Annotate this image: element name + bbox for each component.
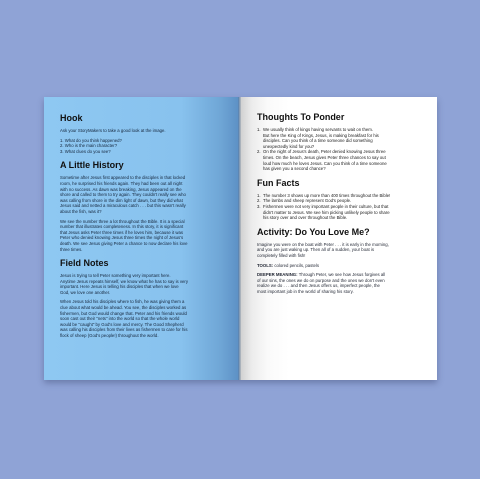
list-item xyxy=(257,149,425,171)
text-line: Peter who denied knowing Jesus three times the night of Jesus's xyxy=(60,235,184,241)
text-line: Jesus said and netted a miraculous catch . . . but this wasn't really xyxy=(60,203,186,209)
ponder-heading: Thoughts To Ponder xyxy=(257,112,345,122)
history-paragraph-1 xyxy=(60,175,230,214)
history-paragraph-2 xyxy=(60,219,230,253)
text-line: On the night of Jesus's death, Peter denied knowing Jesus three xyxy=(263,149,386,155)
text-line: room, he surprised his friends again. They had been out all night xyxy=(60,180,183,186)
item-number: 2. xyxy=(257,149,261,155)
text-line: realize we do . . . and then Jesus offers us, imperfect people, the xyxy=(257,283,380,289)
field-notes-heading: Field Notes xyxy=(60,258,109,269)
hook-question: 2. Who is the main character? xyxy=(60,143,118,149)
text-line: about the fish, was it? xyxy=(60,208,102,214)
text-line: Imagine you were on the boat with Peter . . . it is early in the morning, xyxy=(257,241,389,247)
item-number: 2. xyxy=(257,198,261,204)
text-line: fishermen, but God would change that. Peter and his friends would xyxy=(60,310,187,316)
text-line: his story over and over throughout the Bible. xyxy=(263,215,348,221)
text-line: loud how much he loves Jesus. Can you think of a time someone xyxy=(263,160,387,166)
text-line: death. We see Jesus giving Peter a chance to now declare his love xyxy=(60,240,188,246)
tools-label: TOOLS: xyxy=(257,262,274,268)
text-line: was calling his disciples from their lives as fishermen to care for his xyxy=(60,327,188,333)
fun-facts-heading: Fun Facts xyxy=(257,177,300,188)
item-number: 1. xyxy=(257,127,261,132)
text-line: completely filled with fish! xyxy=(257,252,306,258)
left-page xyxy=(44,97,240,380)
text-line: unexpectedly kind for you? xyxy=(263,143,315,149)
text-line: Jesus is trying to tell Peter something very important here. xyxy=(60,273,171,279)
right-page xyxy=(240,97,437,380)
text-line: flock of sheep (God's people!) throughout the world. xyxy=(60,333,159,339)
text-line: soon cast out their "nets" into the world so that the whole world xyxy=(60,316,180,322)
text-line: Fishermen were not very important people in their culture, but that xyxy=(263,203,389,209)
history-heading: A Little History xyxy=(60,160,124,171)
text-line: shore and called to them to try again. They couldn't really see who xyxy=(60,192,186,198)
text-line: that Jesus asks Peter three times if he loves him, because it was xyxy=(60,229,183,235)
deeper-meaning-label: DEEPER MEANING: xyxy=(257,272,298,278)
text-line: of our sins, the ones we do on purpose and the ones we don't even xyxy=(257,277,385,283)
open-booklet xyxy=(44,97,437,380)
text-line: with no success. As dawn was breaking, Jesus appeared on the xyxy=(60,186,182,192)
text-line: When Jesus told his disciples where to fish, he was giving them a xyxy=(60,299,185,305)
text-line: disciples. Can you think of a time someone did something xyxy=(263,138,373,144)
text-line: important. Here Jesus is telling his disciples that when we love xyxy=(60,284,179,290)
text-line: most important job in the world of sharing his story. xyxy=(257,288,354,294)
hook-intro: Ask your StoryMakers to take a good look at the image. xyxy=(60,128,166,133)
text-line: The lambs and sheep represent God's people. xyxy=(263,198,352,204)
hook-question: 1. What do you think happened? xyxy=(60,137,122,143)
text-line: would be "caught" by God's love and mercy. The Good Shepherd xyxy=(60,321,184,327)
ponder-list xyxy=(257,127,425,172)
fun-facts-list xyxy=(257,193,425,221)
deeper-meaning-text: Through Peter, we see how Jesus forgives all xyxy=(297,272,386,278)
text-line: God, we love one another. xyxy=(60,289,111,295)
hook-heading: Hook xyxy=(60,113,83,123)
text-line: three times. xyxy=(60,246,83,252)
field-notes-paragraph-2 xyxy=(60,299,230,338)
list-item xyxy=(257,204,425,221)
text-line: But here the King of Kings, Jesus, is making breakfast for his xyxy=(263,132,379,138)
text-line: number that illustrates completeness. In this story, it is significant xyxy=(60,224,184,230)
text-line: times. On the beach, Jesus gives Peter three chances to say out xyxy=(263,154,386,160)
text-line: has given you a second chance? xyxy=(263,166,326,172)
field-notes-paragraph-1 xyxy=(60,273,230,295)
activity-heading: Activity: Do You Love Me? xyxy=(257,226,370,237)
activity-paragraph xyxy=(257,242,425,259)
text-line: was calling from shore in the dim light of dawn, but they did what xyxy=(60,197,183,203)
list-item xyxy=(257,127,425,149)
text-line: didn't matter to Jesus. We see him picking unlikely people to share xyxy=(263,209,390,215)
text-line: Sometime after Jesus first appeared to the disciples in that locked xyxy=(60,175,186,181)
item-number: 3. xyxy=(257,203,261,209)
deeper-meaning-paragraph xyxy=(257,272,425,294)
text-line: and you are just waking up. Then all of a sudden, your boat is xyxy=(257,247,374,253)
text-line: Anytime Jesus repeats himself, we know what he has to say is very xyxy=(60,278,189,284)
text-line: clue about what would be ahead. You see, the disciples worked as xyxy=(60,305,187,311)
item-text xyxy=(263,127,379,149)
text-line: The number 3 shows up more than 400 times throughout the Bible! xyxy=(263,192,391,198)
book-spine xyxy=(238,97,241,380)
hook-question: 3. What clues do you see? xyxy=(60,148,111,154)
item-text xyxy=(263,204,390,221)
text-line: We usually think of kings having servants to wait on them. xyxy=(263,127,374,132)
tools-text: colored pencils, pastels xyxy=(273,262,320,268)
item-text xyxy=(263,149,387,171)
text-line: We see the number three a lot throughout the Bible. It is a special xyxy=(60,218,185,224)
item-number: 1. xyxy=(257,192,261,198)
